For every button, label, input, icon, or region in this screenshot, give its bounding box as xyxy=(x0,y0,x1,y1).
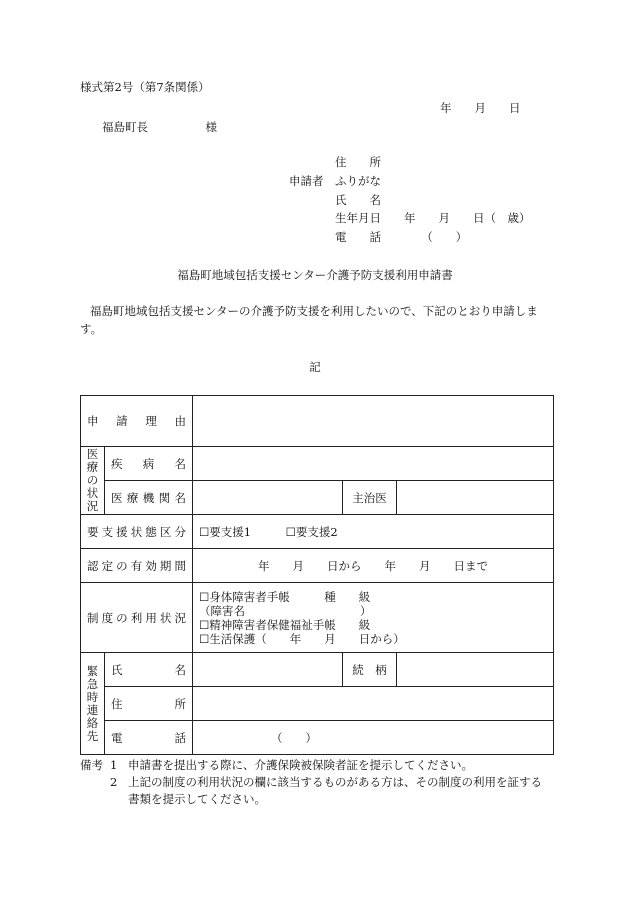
support-label-cell xyxy=(81,515,193,549)
body-text: 福島町地域包括支援センターの介護予防支援を利用したいので、下記のとおり申請します。 xyxy=(80,304,538,336)
note-number-1: 1 xyxy=(110,758,118,772)
em-name-value[interactable] xyxy=(193,653,343,687)
validity-value[interactable]: 年 月 日から 年 月 日まで xyxy=(193,549,554,583)
application-table xyxy=(80,395,554,755)
notes-label: 備考 xyxy=(80,758,103,772)
applicant-furigana-label: ふりがな xyxy=(335,174,381,188)
support-label: 要支援状態区分 xyxy=(87,524,186,539)
disease-label: 疾 病 名 xyxy=(111,456,186,471)
em-name-label-cell xyxy=(105,653,193,687)
support-row xyxy=(81,515,554,549)
system-line-1: ☐身体障害者手帳 種 級 xyxy=(199,589,371,604)
em-address-label-cell xyxy=(105,687,193,721)
reason-label-cell xyxy=(81,396,193,447)
validity-label-cell xyxy=(81,549,193,583)
em-phone-row xyxy=(81,721,554,755)
date-line: 年 月 日 xyxy=(440,101,521,115)
em-phone-label: 電 話 xyxy=(111,730,186,745)
institution-label-cell xyxy=(105,481,193,515)
em-phone-paren: （ ） xyxy=(271,730,317,745)
em-name-row xyxy=(81,653,554,687)
emergency-contact-label: 緊 急 時 連 絡 先 xyxy=(81,653,105,755)
disease-row xyxy=(81,447,554,481)
disease-value[interactable] xyxy=(193,447,554,481)
doctor-label: 主治医 xyxy=(343,481,397,515)
form-title: 福島町地域包括支援センター介護予防支援利用申請書 xyxy=(177,268,453,282)
system-label-cell xyxy=(81,583,193,653)
em-phone-label-cell xyxy=(105,721,193,755)
support-options[interactable]: ☐要支援1 ☐要支援2 xyxy=(193,515,554,549)
system-line-3: ☐精神障害者保健福祉手帳 級 xyxy=(199,617,371,632)
em-address-label: 住 所 xyxy=(111,696,186,711)
applicant-name-label: 氏 名 xyxy=(335,193,381,207)
note-item-1 xyxy=(80,757,552,774)
note-text-2: 上記の制度の利用状況の欄に該当するものがある方は、その制度の利用を証する書類を提示してください。 xyxy=(128,775,542,806)
system-value[interactable] xyxy=(193,583,554,653)
applicant-phone-label: 電 話 （ ） xyxy=(335,230,468,244)
addressee: 福島町長 様 xyxy=(102,120,217,134)
em-name-label: 氏 名 xyxy=(111,662,186,677)
validity-label: 認定の有効期間 xyxy=(87,558,186,573)
system-row xyxy=(81,583,554,653)
ki-label: 記 xyxy=(309,360,321,374)
form-number: 様式第2号（第7条関係） xyxy=(80,80,210,94)
reason-row xyxy=(81,396,554,447)
institution-label: 医療機関名 xyxy=(111,490,186,505)
note-text-1: 申請書を提出する際に、介護保険被保険者証を提示してください。 xyxy=(128,758,473,772)
relation-value[interactable] xyxy=(397,653,554,687)
system-line-4: ☐生活保護（ 年 月 日から） xyxy=(199,631,405,646)
validity-row xyxy=(81,549,554,583)
applicant-address-label: 住 所 xyxy=(335,155,381,169)
doctor-value[interactable] xyxy=(397,481,554,515)
note-item-2 xyxy=(80,774,552,808)
disease-label-cell xyxy=(105,447,193,481)
em-phone-value[interactable] xyxy=(193,721,554,755)
relation-label: 続 柄 xyxy=(343,653,397,687)
applicant-label: 申請者 xyxy=(289,174,324,188)
em-address-value[interactable] xyxy=(193,687,554,721)
system-line-2: （障害名 ） xyxy=(199,603,372,618)
institution-row xyxy=(81,481,554,515)
note-number-2: 2 xyxy=(110,775,118,789)
applicant-birth-label: 生年月日 年 月 日（ 歳） xyxy=(335,211,531,225)
em-address-row xyxy=(81,687,554,721)
reason-value[interactable] xyxy=(193,396,554,447)
medical-status-label: 医 療 の 状 況 xyxy=(81,447,105,515)
system-label: 制度の利用状況 xyxy=(87,610,186,625)
notes xyxy=(80,757,552,808)
institution-value[interactable] xyxy=(193,481,343,515)
reason-label: 申 請 理 由 xyxy=(87,414,186,428)
